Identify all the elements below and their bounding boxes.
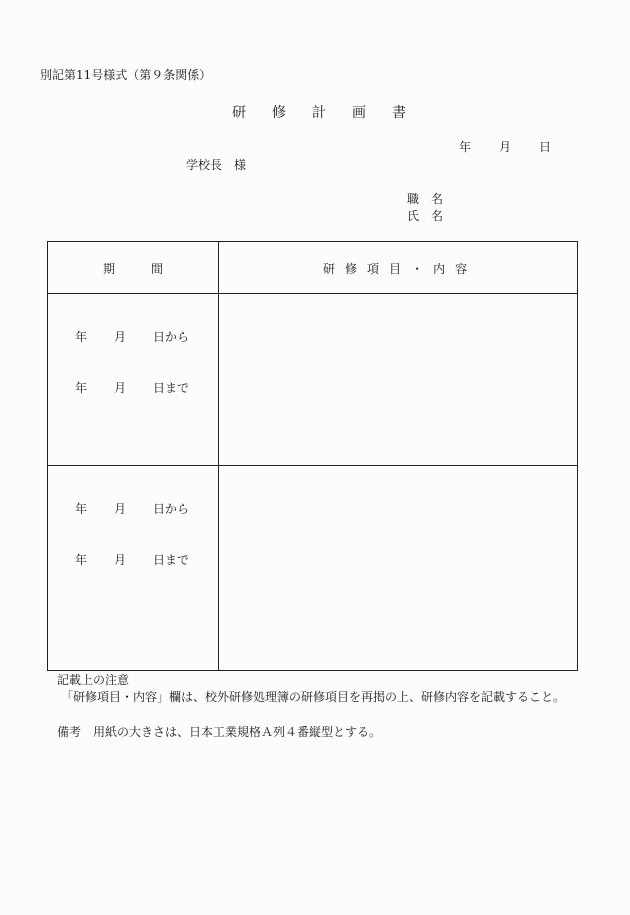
period-start-date: 年 月 日から	[75, 502, 190, 516]
date-year-label: 年	[459, 140, 472, 154]
paper-size-remark: 備考 用紙の大きさは、日本工業規格Ａ列４番縦型とする。	[57, 725, 382, 739]
title-char: 書	[392, 105, 406, 121]
job-title-label: 職 名	[407, 192, 444, 206]
period-end-date: 年 月 日まで	[75, 553, 190, 567]
form-header-label: 別記第11号様式（第９条関係）	[40, 68, 212, 82]
period-column-header: 期 間	[103, 262, 164, 276]
notes-body: 「研修項目・内容」欄は、校外研修処理簿の研修項目を再掲の上、研修内容を記載すること。	[61, 690, 566, 704]
document-title	[232, 106, 406, 120]
period-start-date: 年 月 日から	[75, 330, 190, 344]
date-day-label: 日	[539, 140, 552, 154]
title-char: 計	[312, 105, 326, 121]
submission-date	[459, 141, 551, 153]
content-column-header: 研 修 項 目 ・ 内 容	[323, 262, 468, 276]
period-end-date: 年 月 日まで	[75, 381, 190, 395]
date-month-label: 月	[499, 140, 512, 154]
title-char: 画	[352, 105, 366, 121]
table-header-divider	[48, 293, 577, 294]
name-label: 氏 名	[407, 209, 444, 223]
title-char: 修	[272, 105, 286, 121]
addressee: 学校長 様	[186, 158, 247, 172]
table-row-divider	[48, 465, 577, 466]
title-char: 研	[232, 105, 246, 121]
notes-heading: 記載上の注意	[57, 673, 130, 687]
training-plan-table	[47, 241, 578, 671]
table-column-divider	[218, 242, 219, 670]
